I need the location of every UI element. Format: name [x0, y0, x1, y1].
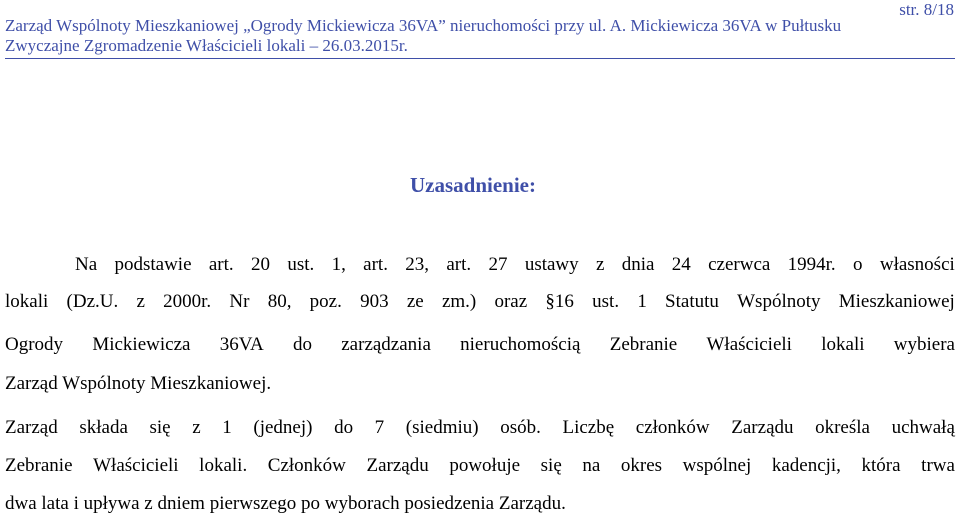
word: członków	[635, 417, 710, 438]
paragraph-2-line-1	[5, 408, 955, 448]
word: czerwca	[708, 254, 771, 275]
word: lokali	[821, 334, 865, 355]
word: ze	[406, 291, 424, 312]
word: Zarząd	[5, 417, 58, 438]
word: dnia	[621, 254, 655, 275]
word: zarządzania	[341, 334, 431, 355]
word: okres	[620, 455, 663, 476]
word: §16	[545, 291, 574, 312]
word: na	[582, 455, 601, 476]
word: własności	[879, 254, 955, 275]
word: kadencji,	[771, 455, 841, 476]
page-number: str. 8/18	[899, 0, 954, 19]
section-heading: Uzasadnienie:	[410, 173, 536, 197]
word: 903	[360, 291, 389, 312]
word: ustawy	[524, 254, 579, 275]
word: ust.	[287, 254, 315, 275]
word: 23,	[405, 254, 430, 275]
header-subtitle: Zwyczajne Zgromadzenie Właścicieli lokali – 26.03.2015r.	[5, 36, 408, 55]
word: (siedmiu)	[405, 417, 479, 438]
word: Wspólnoty	[737, 291, 821, 312]
word: składa	[79, 417, 128, 438]
word: z	[192, 417, 201, 438]
word: art.	[208, 254, 234, 275]
word: trwa	[921, 455, 955, 476]
word: nieruchomością	[460, 334, 581, 355]
paragraph-2-line-2	[5, 446, 955, 486]
word: poz.	[309, 291, 342, 312]
word: Właścicieli	[93, 455, 179, 476]
word: Nr	[229, 291, 250, 312]
word: art.	[446, 254, 472, 275]
word: oraz	[494, 291, 528, 312]
word: uchwałą	[891, 417, 955, 438]
word: Zebranie	[609, 334, 678, 355]
word: z	[136, 291, 145, 312]
word: art.	[363, 254, 388, 275]
word: Mickiewicza	[92, 334, 191, 355]
paragraph-2-line-3: dwa lata i upływa z dniem pierwszego po wyborach posiedzenia Zarządu.	[5, 493, 566, 514]
word: Zarządu	[366, 455, 429, 476]
word: (jednej)	[253, 417, 313, 438]
word: 24	[671, 254, 691, 275]
word: Mieszkaniowej	[838, 291, 955, 312]
paragraph-1-line-3	[5, 325, 955, 365]
paragraph-1-line-4: Zarząd Wspólnoty Mieszkaniowej.	[5, 373, 272, 394]
word: Liczbę	[562, 417, 615, 438]
word: z	[595, 254, 605, 275]
word: 1	[222, 417, 232, 438]
paragraph-1-line-2	[5, 282, 955, 322]
word: do	[292, 334, 312, 355]
header-title: Zarząd Wspólnoty Mieszkaniowej „Ogrody Mickiewicza 36VA” nieruchomości przy ul. A. Mickiewicza 36VA w Pułtusku	[5, 16, 842, 35]
word: wspólnej	[682, 455, 752, 476]
word: 7	[374, 417, 385, 438]
word: Właścicieli	[706, 334, 792, 355]
word: Ogrody	[5, 334, 64, 355]
word: się	[149, 417, 171, 438]
word: 1,	[331, 254, 346, 275]
word: wybiera	[893, 334, 955, 355]
word: 27	[488, 254, 508, 275]
word: 20	[250, 254, 270, 275]
document-header	[5, 16, 841, 56]
word: osób.	[500, 417, 541, 438]
word: (Dz.U.	[66, 291, 119, 312]
word: Członków	[267, 455, 346, 476]
word: 36VA	[219, 334, 264, 355]
word: Zarządu	[731, 417, 794, 438]
word: 1	[637, 291, 647, 312]
word: lokali	[5, 291, 49, 312]
word: która	[861, 455, 901, 476]
paragraph-1-line-1	[75, 245, 955, 285]
word: o	[853, 254, 863, 275]
word: 1994r.	[787, 254, 836, 275]
word: powołuje	[449, 455, 521, 476]
word: się	[540, 455, 562, 476]
word: podstawie	[114, 254, 192, 275]
word: lokali.	[199, 455, 248, 476]
word: Statutu	[665, 291, 719, 312]
word: określa	[815, 417, 870, 438]
word: 80,	[267, 291, 292, 312]
word: Zebranie	[5, 455, 73, 476]
header-rule	[5, 58, 955, 59]
word: do	[334, 417, 354, 438]
word: zm.)	[441, 291, 477, 312]
word: 2000r.	[163, 291, 212, 312]
word: Na	[75, 254, 98, 275]
word: ust.	[592, 291, 620, 312]
